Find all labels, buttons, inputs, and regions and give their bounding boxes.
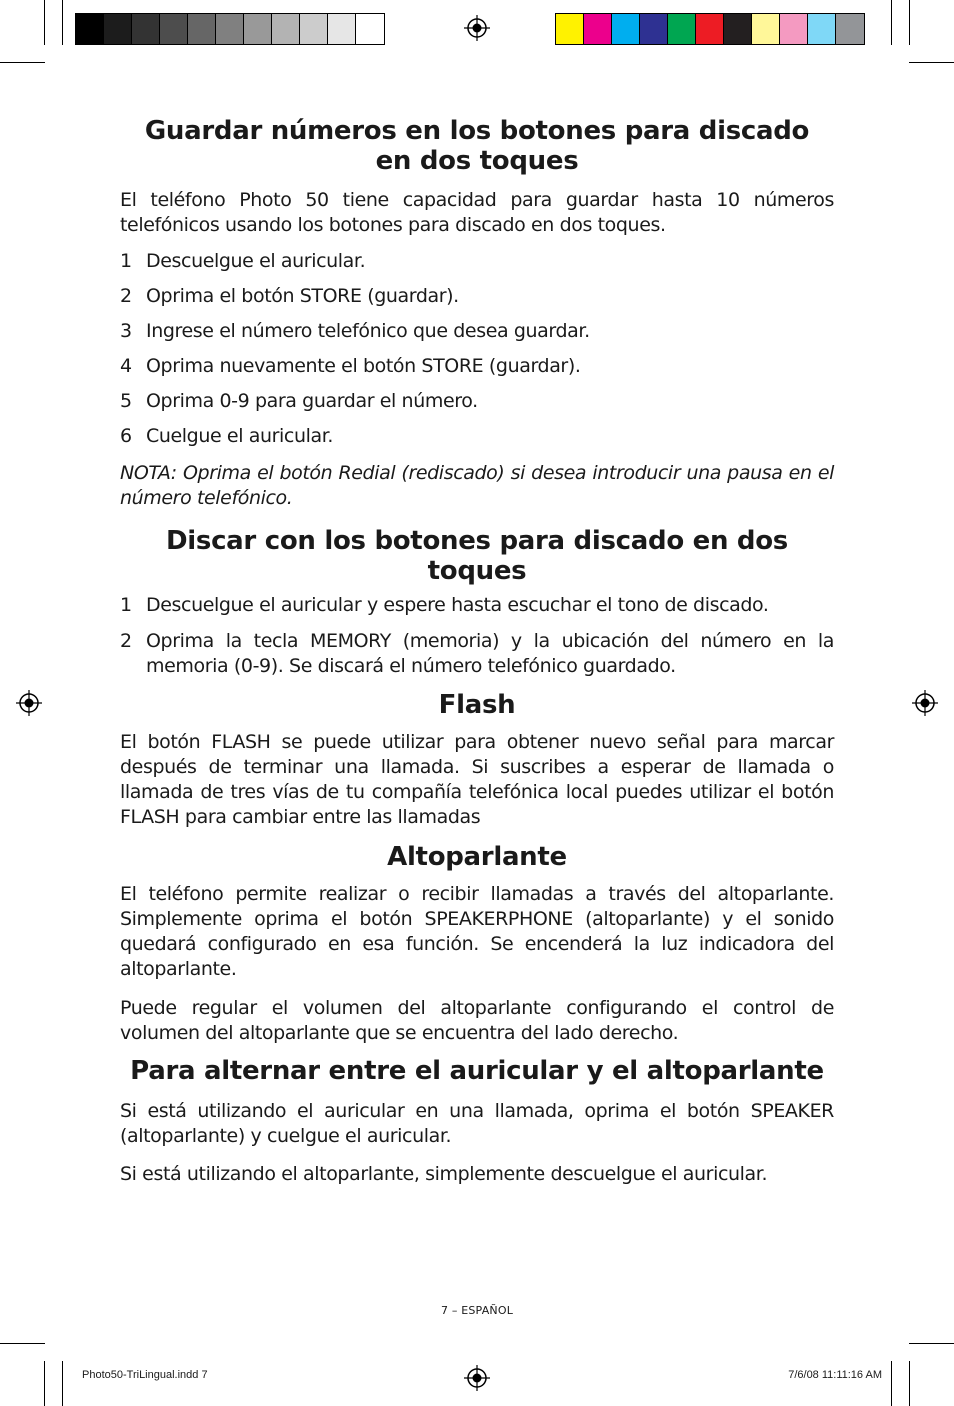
list-item bbox=[120, 424, 834, 449]
step-text: Oprima nuevamente el botón STORE (guardar). bbox=[146, 355, 581, 377]
slug-file-name: Photo50-TriLingual.indd 7 bbox=[82, 1369, 208, 1381]
step-text: Cuelgue el auricular. bbox=[146, 425, 334, 447]
color-swatch bbox=[244, 14, 272, 44]
color-swatch bbox=[328, 14, 356, 44]
color-swatch bbox=[696, 14, 724, 44]
color-swatch bbox=[188, 14, 216, 44]
crop-mark bbox=[909, 62, 954, 63]
crop-mark bbox=[909, 0, 910, 45]
step-text: Oprima 0-9 para guardar el número. bbox=[146, 390, 478, 412]
section-title-toggle: Para alternar entre el auricular y el altoparlante bbox=[130, 1056, 824, 1086]
step-text: Descuelgue el auricular y espere hasta escuchar el tono de discado. bbox=[146, 594, 769, 616]
page-number-label: 7 – ESPAÑOL bbox=[440, 1304, 514, 1317]
color-swatch bbox=[356, 14, 384, 44]
list-item bbox=[120, 389, 834, 414]
intro-paragraph: El teléfono Photo 50 tiene capacidad para guardar hasta 10 números telefónicos usando los botones para discado en dos toques. bbox=[120, 189, 834, 236]
step-number: 3 bbox=[120, 320, 132, 342]
section-title-store-numbers: Guardar números en los botones para discado en dos toques bbox=[144, 116, 810, 176]
color-swatch bbox=[556, 14, 584, 44]
crop-mark bbox=[891, 1361, 892, 1406]
list-item bbox=[120, 284, 834, 309]
crop-mark bbox=[62, 0, 63, 45]
color-swatch bbox=[668, 14, 696, 44]
grayscale-color-bar bbox=[75, 13, 385, 45]
color-swatch bbox=[132, 14, 160, 44]
color-swatch bbox=[76, 14, 104, 44]
process-color-bar bbox=[555, 13, 865, 45]
color-swatch bbox=[216, 14, 244, 44]
crop-mark bbox=[0, 62, 45, 63]
step-text: Ingrese el número telefónico que desea guardar. bbox=[146, 320, 590, 342]
crop-mark bbox=[0, 1343, 45, 1344]
color-swatch bbox=[104, 14, 132, 44]
color-swatch bbox=[724, 14, 752, 44]
color-swatch bbox=[160, 14, 188, 44]
step-number: 2 bbox=[120, 285, 132, 307]
crop-mark bbox=[44, 0, 45, 45]
toggle-paragraph-1: Si está utilizando el auricular en una llamada, oprima el botón SPEAKER (altoparlante) y cuelgue el auricular. bbox=[120, 1100, 834, 1147]
step-number: 1 bbox=[120, 250, 132, 272]
color-swatch bbox=[584, 14, 612, 44]
section-title-dial-buttons: Discar con los botones para discado en dos toques bbox=[166, 526, 788, 586]
step-text: Oprima el botón STORE (guardar). bbox=[146, 285, 459, 307]
list-item bbox=[120, 629, 834, 679]
color-swatch bbox=[300, 14, 328, 44]
slug-date: 7/6/08 11:11:16 AM bbox=[788, 1369, 882, 1381]
page-content bbox=[120, 116, 834, 1187]
section-title-speaker: Altoparlante bbox=[387, 842, 567, 872]
color-swatch bbox=[612, 14, 640, 44]
registration-mark-icon bbox=[16, 690, 42, 716]
flash-paragraph: El botón FLASH se puede utilizar para obtener nuevo señal para marcar después de terminar una llamada. Si suscribes a esperar de llamada o llamada de tres vías de tu compañía telefónica local puedes utilizar el botón FLASH para cambiar entre las llamadas bbox=[120, 731, 834, 828]
step-number: 5 bbox=[120, 390, 132, 412]
crop-mark bbox=[62, 1361, 63, 1406]
registration-mark-icon bbox=[464, 15, 490, 41]
registration-mark-icon bbox=[464, 1365, 490, 1391]
speaker-paragraph-1: El teléfono permite realizar o recibir llamadas a través del altoparlante. Simplemente oprima el botón SPEAKERPHONE (altoparlante) y el sonido quedará configurado en esa función. Se encenderá la luz indicadora del altoparlante. bbox=[120, 883, 834, 980]
store-steps-list bbox=[120, 249, 834, 449]
list-item bbox=[120, 319, 834, 344]
step-text: Descuelgue el auricular. bbox=[146, 250, 366, 272]
dial-steps-list bbox=[120, 593, 834, 679]
color-swatch bbox=[752, 14, 780, 44]
step-text: Oprima la tecla MEMORY (memoria) y la ubicación del número en la memoria (0-9). Se discará el número telefónico guardado. bbox=[146, 630, 834, 677]
color-swatch bbox=[808, 14, 836, 44]
color-swatch bbox=[780, 14, 808, 44]
step-number: 6 bbox=[120, 425, 132, 447]
list-item bbox=[120, 354, 834, 379]
note-paragraph: NOTA: Oprima el botón Redial (rediscado) si desea introducir una pausa en el número telefónico. bbox=[120, 462, 834, 509]
color-swatch bbox=[836, 14, 864, 44]
step-number: 4 bbox=[120, 355, 132, 377]
step-number: 1 bbox=[120, 594, 132, 616]
section-title-flash: Flash bbox=[438, 690, 516, 720]
crop-mark bbox=[44, 1361, 45, 1406]
crop-mark bbox=[891, 0, 892, 45]
list-item bbox=[120, 593, 834, 618]
speaker-paragraph-2: Puede regular el volumen del altoparlante configurando el control de volumen del altoparlante que se encuentra del lado derecho. bbox=[120, 997, 834, 1044]
color-swatch bbox=[640, 14, 668, 44]
toggle-paragraph-2: Si está utilizando el altoparlante, simplemente descuelgue el auricular. bbox=[120, 1163, 768, 1185]
step-number: 2 bbox=[120, 630, 132, 652]
crop-mark bbox=[909, 1343, 954, 1344]
crop-mark bbox=[909, 1361, 910, 1406]
list-item bbox=[120, 249, 834, 274]
registration-mark-icon bbox=[912, 690, 938, 716]
color-swatch bbox=[272, 14, 300, 44]
